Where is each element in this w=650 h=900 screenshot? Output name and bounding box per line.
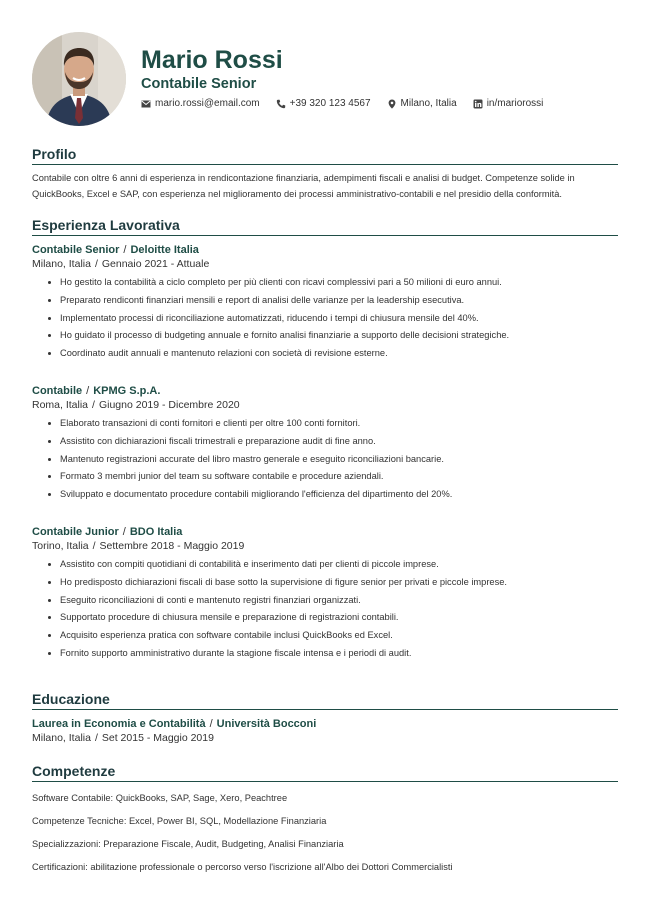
bullet-item: • Ho predisposto dichiarazioni fiscali di base sotto la supervisione di figure senior per privati e piccole imprese. xyxy=(60,574,618,592)
education-meta: Milano, Italia / Set 2015 - Maggio 2019 xyxy=(32,732,214,744)
job-role: Contabile Senior xyxy=(32,244,120,256)
email-icon xyxy=(141,99,151,109)
profile-title: Profilo xyxy=(32,146,618,165)
phone-text: +39 320 123 4567 xyxy=(289,98,371,109)
job-role: Contabile xyxy=(32,384,83,397)
skills-section xyxy=(32,763,618,874)
job-company: KPMG S.p.A. xyxy=(93,384,161,397)
profile-photo xyxy=(32,32,126,126)
job-heading: Contabile Senior / Deloitte Italia xyxy=(32,244,199,256)
bullet-item: • Sviluppato e documentato procedure contabili migliorando l'efficienza del dipartimento del 20%. xyxy=(60,486,618,504)
location-text: Milano, Italia xyxy=(400,98,457,109)
education-heading: Laurea in Economia e Contabilità / Università Bocconi xyxy=(32,718,317,730)
contact-phone[interactable] xyxy=(276,98,371,109)
bullet-item: • Preparato rendiconti finanziari mensili e report di analisi delle varianze per la leadership esecutiva. xyxy=(60,292,618,310)
job-meta: Roma, Italia / Giugno 2019 - Dicembre 2020 xyxy=(32,398,240,411)
job-company: Deloitte Italia xyxy=(130,244,199,256)
job-location: Roma, Italia xyxy=(32,398,89,411)
school: Università Bocconi xyxy=(216,718,317,730)
contact-linkedin[interactable] xyxy=(473,98,544,109)
job-bullets xyxy=(32,415,618,504)
job-period: Gennaio 2021 - Attuale xyxy=(101,258,210,270)
bullet-item: • Fornito supporto amministrativo durante la stagione fiscale intensa e i periodi di audit. xyxy=(60,645,618,663)
profile-section xyxy=(32,146,618,202)
linkedin-text: in/mariorossi xyxy=(486,98,544,109)
bullet-item: • Coordinato audit annuali e mantenuto relazioni con società di revisione esterne. xyxy=(60,345,618,363)
contact-email[interactable] xyxy=(141,98,260,109)
job-role: Contabile Junior xyxy=(32,525,119,538)
skills-line: Certificazioni: abilitazione professionale o percorso verso l'iscrizione all'Albo dei Dottori Commercialisti xyxy=(32,862,453,872)
profile-text: Contabile con oltre 6 anni di esperienza in rendicontazione finanziaria, adempimenti fiscali e analisi di budget. Competenze solide in QuickBooks, Excel e SAP, con esperienza nel miglioramento dei processi amministrativo-contabili e nel presidio della conformità. xyxy=(32,173,575,199)
job-location: Milano, Italia xyxy=(32,258,91,270)
contact-location xyxy=(387,98,457,109)
bullet-item: • Mantenuto registrazioni accurate del libro mastro generale e eseguito riconciliazioni bancarie. xyxy=(60,451,618,469)
skills-line: Software Contabile: QuickBooks, SAP, Sage, Xero, Peachtree xyxy=(32,793,288,803)
experience-section xyxy=(32,217,618,663)
bullet-item: • Implementato processi di riconciliazione automatizzati, riducendo i tempi di chiusura mensile del 40%. xyxy=(60,310,618,328)
degree: Laurea in Economia e Contabilità xyxy=(32,718,206,730)
phone-icon xyxy=(276,99,286,109)
resume-header xyxy=(32,32,618,126)
job-location: Torino, Italia xyxy=(32,539,89,552)
job-period: Settembre 2018 - Maggio 2019 xyxy=(99,539,245,552)
job-heading: Contabile Junior / BDO Italia xyxy=(32,525,183,538)
skills-line: Specializzazioni: Preparazione Fiscale, Audit, Budgeting, Analisi Finanziaria xyxy=(32,839,344,849)
job-meta: Torino, Italia / Settembre 2018 - Maggio 2019 xyxy=(32,539,245,552)
job-meta: Milano, Italia / Gennaio 2021 - Attuale xyxy=(32,258,210,270)
bullet-item: • Formato 3 membri junior del team su software contabile e procedure aziendali. xyxy=(60,468,618,486)
education-title: Educazione xyxy=(32,691,618,710)
bullet-item: • Supportato procedure di chiusura mensile e preparazione di registrazioni contabili. xyxy=(60,609,618,627)
job-period: Giugno 2019 - Dicembre 2020 xyxy=(98,398,240,411)
contact-info xyxy=(141,98,543,109)
job-entry xyxy=(32,244,618,363)
skills-line: Competenze Tecniche: Excel, Power BI, SQL, Modellazione Finanziaria xyxy=(32,816,327,826)
education-period: Set 2015 - Maggio 2019 xyxy=(101,732,214,744)
candidate-name: Mario Rossi xyxy=(141,46,283,74)
bullet-item: • Ho guidato il processo di budgeting annuale e fornito analisi finanziarie a supporto delle decisioni strategiche. xyxy=(60,327,618,345)
bullet-item: • Elaborato transazioni di conti fornitori e clienti per oltre 100 conti fornitori. xyxy=(60,415,618,433)
bullet-item: • Ho gestito la contabilità a ciclo completo per più clienti con ricavi complessivi pari a 50 milioni di euro annui. xyxy=(60,274,618,292)
bullet-item: • Acquisito esperienza pratica con software contabile inclusi QuickBooks ed Excel. xyxy=(60,627,618,645)
job-entry xyxy=(32,385,618,504)
job-heading: Contabile / KPMG S.p.A. xyxy=(32,384,161,397)
education-entry xyxy=(32,718,618,744)
education-section xyxy=(32,691,618,744)
bullet-item: • Assistito con compiti quotidiani di contabilità e inserimento dati per clienti di piccole imprese. xyxy=(60,556,618,574)
job-company: BDO Italia xyxy=(129,525,183,538)
bullet-item: • Eseguito riconciliazioni di conti e mantenuto registri finanziari organizzati. xyxy=(60,592,618,610)
job-bullets xyxy=(32,556,618,663)
experience-title: Esperienza Lavorativa xyxy=(32,217,618,236)
job-bullets xyxy=(32,274,618,363)
job-entry xyxy=(32,526,618,663)
education-location: Milano, Italia xyxy=(32,732,91,744)
bullet-item: • Assistito con dichiarazioni fiscali trimestrali e preparazione audit di fine anno. xyxy=(60,433,618,451)
avatar xyxy=(32,32,126,126)
candidate-role: Contabile Senior xyxy=(141,76,257,92)
location-pin-icon xyxy=(387,99,397,109)
linkedin-icon xyxy=(473,99,483,109)
skills-title: Competenze xyxy=(32,763,618,782)
email-text: mario.rossi@email.com xyxy=(155,98,260,109)
